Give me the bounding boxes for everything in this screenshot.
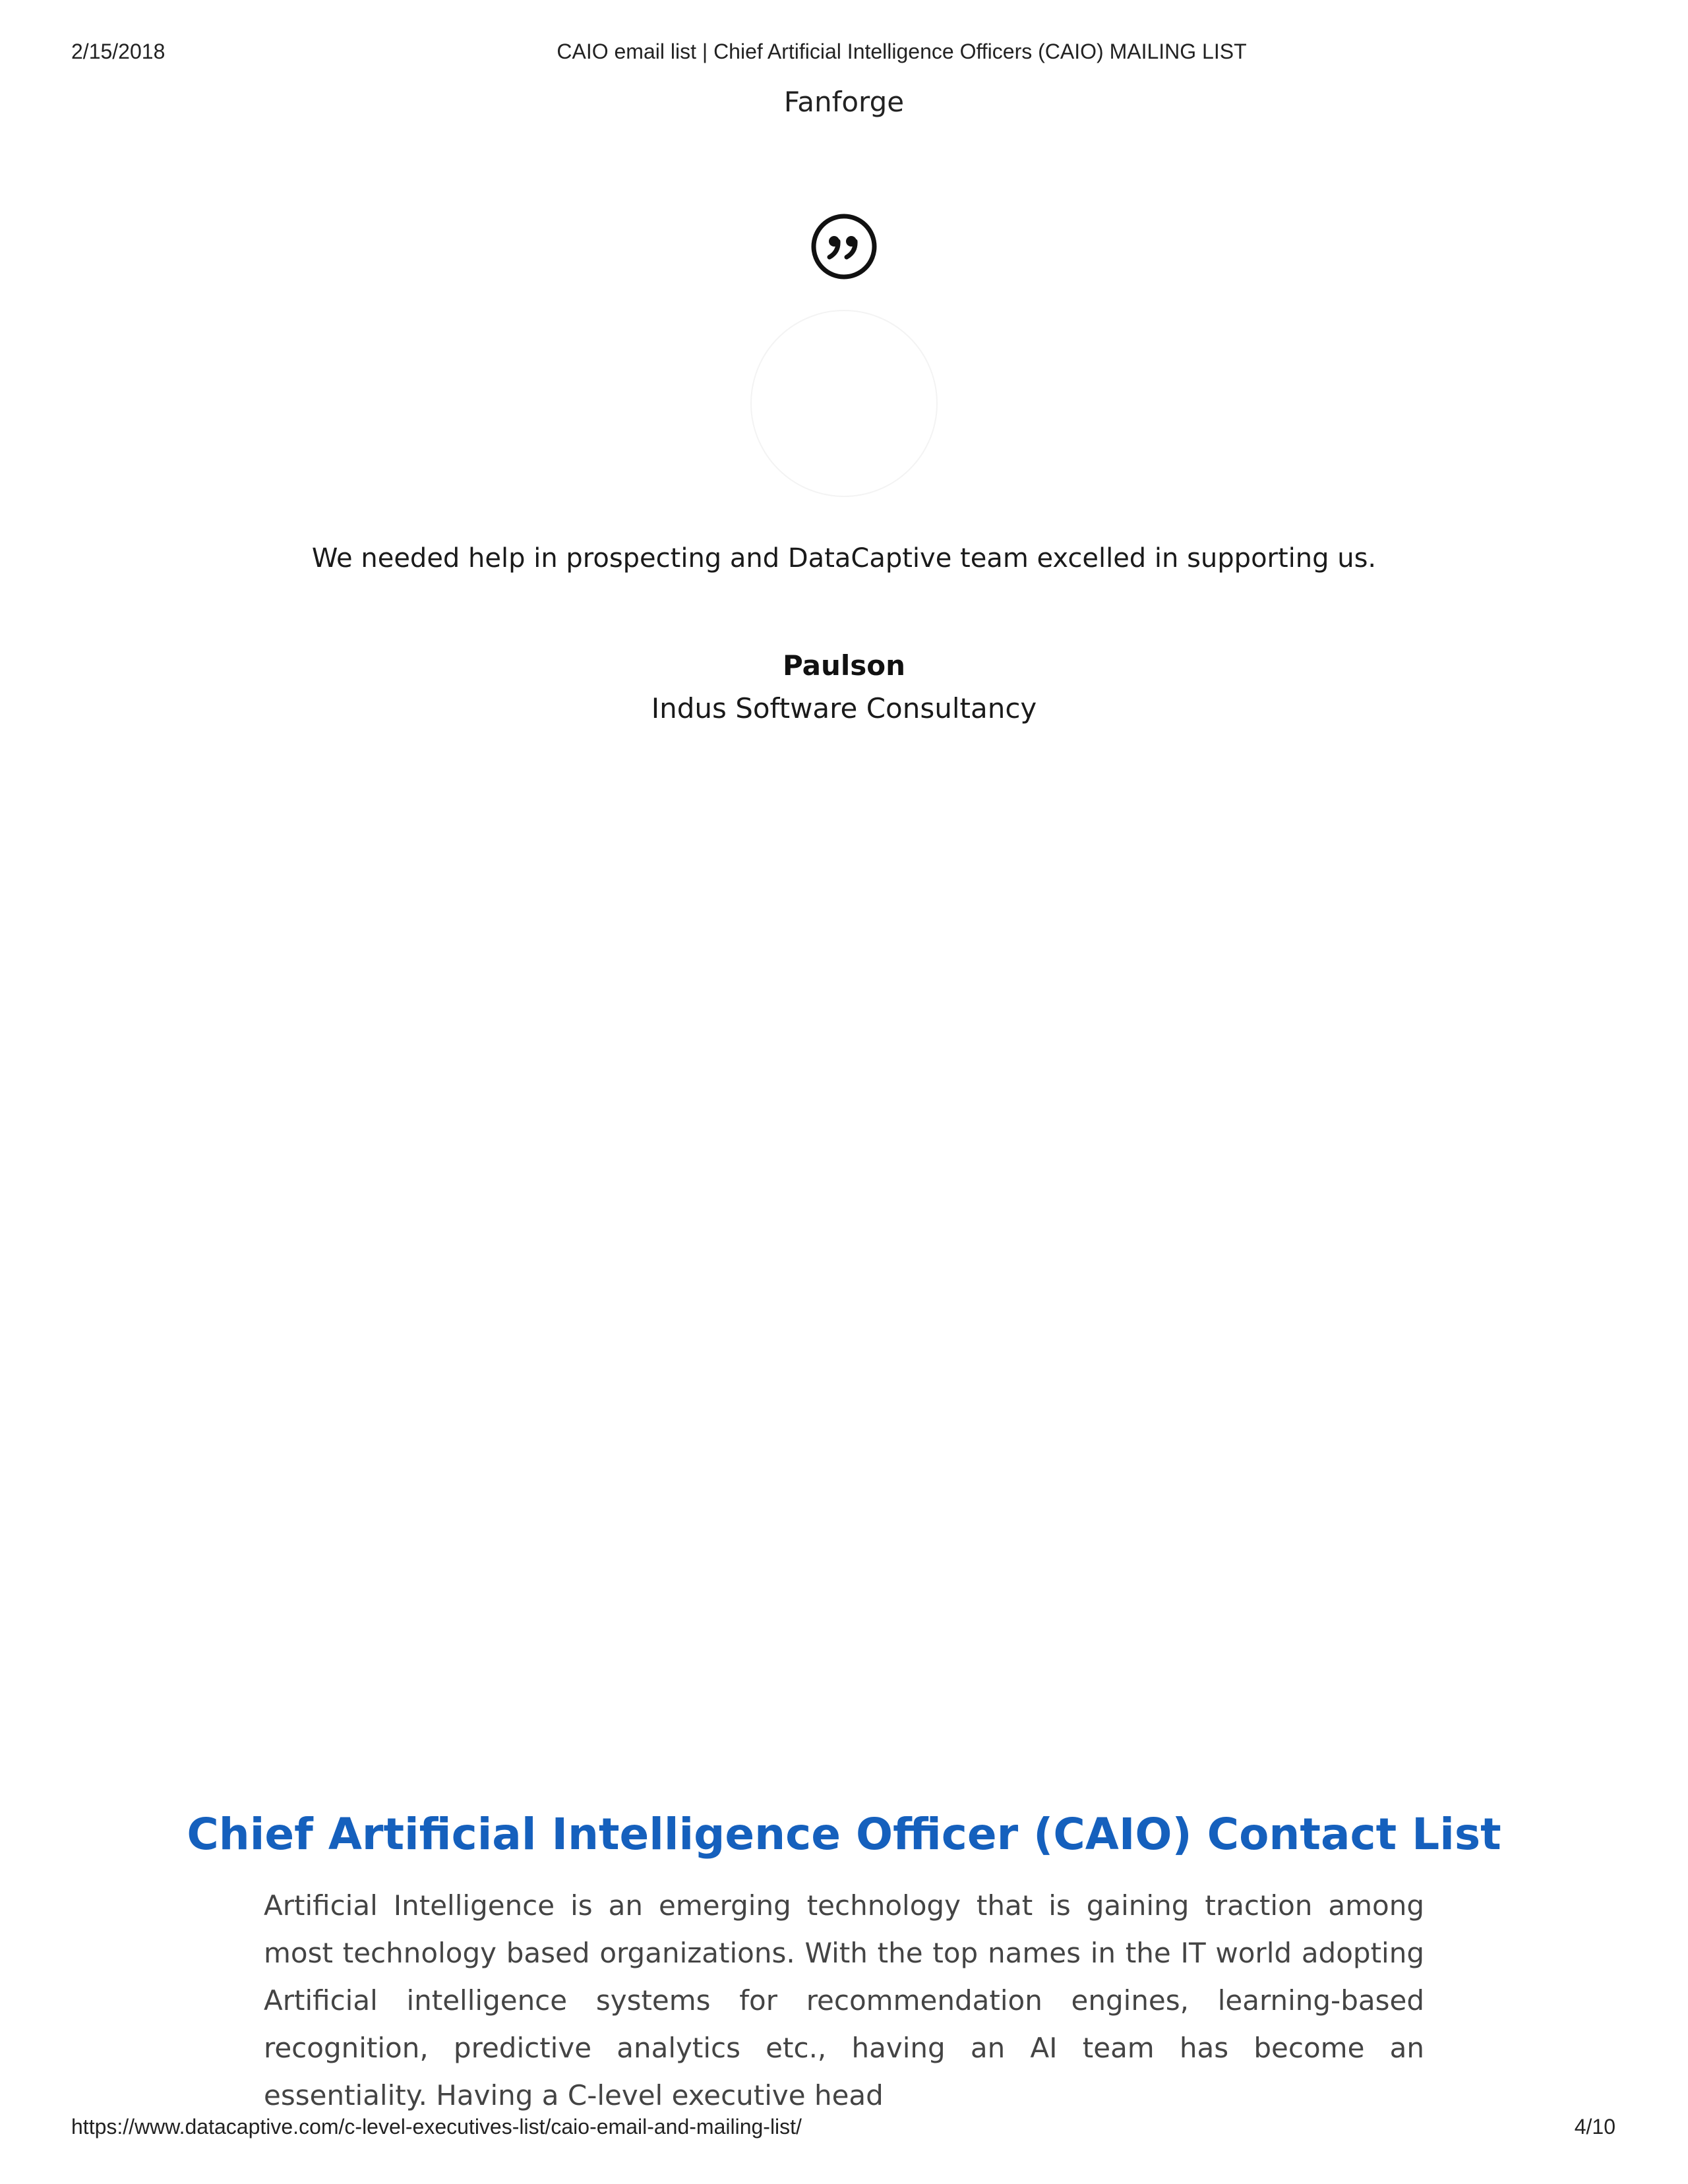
testimonial-avatar [750,310,938,497]
print-page-title: CAIO email list | Chief Artificial Intelligence Officers (CAIO) MAILING LIST [557,40,1247,63]
print-page-number: 4/10 [1574,2115,1615,2139]
section-body: Artificial Intelligence is an emerging technology that is gaining traction among most technology based organizations. With the top names in the IT world adopting Artificial intelligence systems for recommendation engines, learning-based recognition, predictive analytics etc., having an AI team has become an essentiality. Having a C-level executive head [264,1889,1424,2111]
quote-icon [810,212,878,281]
print-date: 2/15/2018 [71,40,166,63]
print-footer-url: https://www.datacaptive.com/c-level-executives-list/caio-email-and-mailing-list/ [71,2115,802,2139]
testimonial-quote: We needed help in prospecting and DataCaptive team excelled in supporting us. [311,543,1377,574]
testimonial-author: Paulson [782,649,906,682]
testimonial-company: Indus Software Consultancy [651,692,1037,724]
section-heading: Chief Artificial Intelligence Officer (CAIO) Contact List [187,1809,1501,1860]
previous-testimonial-company: Fanforge [783,86,905,118]
